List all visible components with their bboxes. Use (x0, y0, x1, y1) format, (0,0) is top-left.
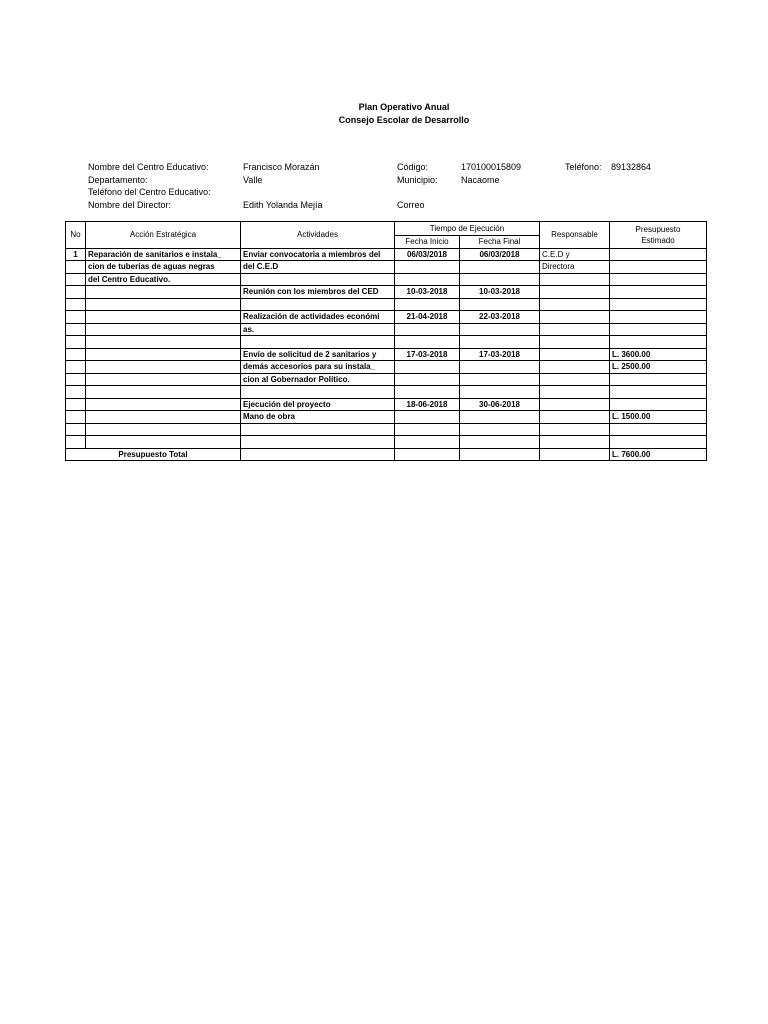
plan-table-body (66, 248, 707, 448)
cell-responsable: C.E.D y (540, 248, 610, 261)
header-presupuesto-line2: Estimado (641, 235, 675, 245)
cell-presupuesto (610, 336, 707, 349)
total-empty-cell (395, 448, 460, 461)
info-row-departamento (88, 174, 688, 187)
header-fecha-final: Fecha Final (460, 236, 540, 249)
cell-fecha-final: 10-03-2018 (460, 286, 540, 299)
plan-table (65, 221, 707, 461)
municipio-value: Nacaome (461, 174, 500, 185)
cell-accion (86, 398, 241, 411)
info-row-director (88, 199, 688, 212)
document-title: Plan Operativo Anual (358, 102, 450, 112)
cell-actividad: Envío de solicitud de 2 sanitarios y (241, 348, 395, 361)
cell-fecha-final: 06/03/2018 (460, 248, 540, 261)
table-row (66, 436, 707, 449)
cell-fecha-inicio: 17-03-2018 (395, 348, 460, 361)
cell-no (66, 423, 86, 436)
info-row-centro (88, 161, 688, 174)
header-accion: Acción Estratégica (86, 222, 241, 249)
cell-fecha-inicio (395, 336, 460, 349)
cell-actividad (241, 273, 395, 286)
cell-fecha-inicio (395, 273, 460, 286)
cell-fecha-inicio (395, 298, 460, 311)
codigo-label: Código: (397, 162, 429, 172)
cell-fecha-final (460, 298, 540, 311)
cell-accion (86, 311, 241, 324)
telefono-centro-label: Teléfono del Centro Educativo: (88, 187, 211, 197)
total-empty-cell (241, 448, 395, 461)
cell-fecha-inicio: 06/03/2018 (395, 248, 460, 261)
cell-fecha-final: 22-03-2018 (460, 311, 540, 324)
cell-accion (86, 411, 241, 424)
cell-actividad (241, 423, 395, 436)
cell-responsable (540, 298, 610, 311)
table-row (66, 248, 707, 261)
cell-responsable (540, 273, 610, 286)
cell-actividad (241, 386, 395, 399)
cell-presupuesto (610, 261, 707, 274)
municipio-label: Municipio: (397, 174, 438, 185)
telefono-value: 89132864 (611, 162, 652, 172)
codigo-value: 170100015809 (461, 162, 522, 172)
cell-responsable (540, 436, 610, 449)
cell-responsable (540, 361, 610, 374)
document-subtitle: Consejo Escolar de Desarrollo (338, 115, 470, 125)
director-value: Edith Yolanda Mejía (243, 199, 323, 210)
cell-no (66, 311, 86, 324)
table-row (66, 323, 707, 336)
centro-label: Nombre del Centro Educativo: (88, 162, 209, 172)
centro-value: Francisco Morazán (243, 162, 320, 172)
cell-responsable (540, 398, 610, 411)
table-row (66, 298, 707, 311)
cell-accion (86, 386, 241, 399)
cell-accion: del Centro Educativo. (86, 273, 241, 286)
cell-fecha-inicio (395, 411, 460, 424)
cell-accion (86, 298, 241, 311)
cell-presupuesto (610, 273, 707, 286)
cell-fecha-inicio (395, 323, 460, 336)
total-empty-cell (540, 448, 610, 461)
cell-responsable (540, 311, 610, 324)
cell-actividad: Reunión con los miembros del CED (241, 286, 395, 299)
cell-accion (86, 286, 241, 299)
table-row (66, 348, 707, 361)
departamento-value: Valle (243, 174, 263, 185)
cell-accion (86, 373, 241, 386)
table-row (66, 373, 707, 386)
document-header (0, 101, 768, 127)
table-row (66, 398, 707, 411)
cell-presupuesto (610, 286, 707, 299)
cell-responsable (540, 336, 610, 349)
header-presupuesto-line1: Presupuesto (635, 224, 681, 234)
header-presupuesto (610, 222, 707, 249)
cell-presupuesto: L. 2500.00 (610, 361, 707, 374)
cell-accion (86, 361, 241, 374)
total-value: L. 7600.00 (610, 448, 707, 461)
cell-fecha-inicio (395, 373, 460, 386)
header-actividades: Actividades (241, 222, 395, 249)
cell-fecha-inicio: 10-03-2018 (395, 286, 460, 299)
cell-presupuesto: L. 1500.00 (610, 411, 707, 424)
header-responsable: Responsable (540, 222, 610, 249)
total-empty-cell (460, 448, 540, 461)
cell-fecha-inicio: 21-04-2018 (395, 311, 460, 324)
cell-presupuesto (610, 298, 707, 311)
table-row (66, 336, 707, 349)
cell-responsable (540, 323, 610, 336)
cell-actividad: del C.E.D (241, 261, 395, 274)
cell-no (66, 336, 86, 349)
cell-accion (86, 323, 241, 336)
cell-accion: Reparación de sanitarios e instala_ (86, 248, 241, 261)
table-row (66, 423, 707, 436)
cell-presupuesto (610, 398, 707, 411)
cell-presupuesto (610, 311, 707, 324)
cell-presupuesto (610, 423, 707, 436)
cell-no (66, 398, 86, 411)
cell-fecha-final (460, 261, 540, 274)
cell-responsable (540, 423, 610, 436)
cell-fecha-inicio: 18-06-2018 (395, 398, 460, 411)
cell-accion (86, 436, 241, 449)
cell-no (66, 261, 86, 274)
cell-no (66, 273, 86, 286)
cell-presupuesto (610, 248, 707, 261)
cell-fecha-final (460, 373, 540, 386)
cell-accion (86, 336, 241, 349)
table-row (66, 386, 707, 399)
cell-accion (86, 348, 241, 361)
cell-responsable (540, 348, 610, 361)
cell-no (66, 348, 86, 361)
cell-fecha-final (460, 423, 540, 436)
cell-fecha-inicio (395, 436, 460, 449)
cell-presupuesto (610, 386, 707, 399)
director-label: Nombre del Director: (88, 199, 172, 210)
cell-fecha-inicio (395, 423, 460, 436)
cell-presupuesto: L. 3600.00 (610, 348, 707, 361)
cell-fecha-final: 17-03-2018 (460, 348, 540, 361)
telefono-label: Teléfono: (565, 162, 602, 172)
cell-actividad: cion al Gobernador Político. (241, 373, 395, 386)
header-no: No (66, 222, 86, 249)
cell-actividad: Realización de actividades económi (241, 311, 395, 324)
cell-no (66, 373, 86, 386)
cell-fecha-final (460, 436, 540, 449)
cell-fecha-final (460, 323, 540, 336)
table-row (66, 411, 707, 424)
cell-actividad (241, 436, 395, 449)
cell-responsable: Directora (540, 261, 610, 274)
cell-actividad: as. (241, 323, 395, 336)
cell-fecha-final: 30-06-2018 (460, 398, 540, 411)
info-block (88, 161, 688, 211)
departamento-label: Departamento: (88, 174, 148, 185)
cell-actividad: Mano de obra (241, 411, 395, 424)
cell-actividad: demás accesorios para su instala_ (241, 361, 395, 374)
cell-fecha-final (460, 411, 540, 424)
cell-no (66, 361, 86, 374)
cell-actividad (241, 298, 395, 311)
cell-responsable (540, 373, 610, 386)
cell-no: 1 (66, 248, 86, 261)
cell-accion (86, 423, 241, 436)
cell-accion: cion de tuberías de aguas negras (86, 261, 241, 274)
cell-fecha-final (460, 273, 540, 286)
cell-no (66, 411, 86, 424)
cell-presupuesto (610, 373, 707, 386)
cell-fecha-inicio (395, 386, 460, 399)
cell-fecha-final (460, 361, 540, 374)
header-tiempo: Tiempo de Ejecución (395, 222, 540, 236)
cell-presupuesto (610, 436, 707, 449)
cell-actividad (241, 336, 395, 349)
table-row (66, 273, 707, 286)
cell-no (66, 298, 86, 311)
total-row (66, 448, 707, 461)
cell-no (66, 436, 86, 449)
cell-actividad: Ejecución del proyecto (241, 398, 395, 411)
cell-fecha-final (460, 336, 540, 349)
cell-fecha-final (460, 386, 540, 399)
cell-presupuesto (610, 323, 707, 336)
cell-responsable (540, 411, 610, 424)
correo-label: Correo (397, 199, 425, 210)
header-fecha-inicio: Fecha Inicio (395, 236, 460, 249)
info-row-telefono-centro (88, 186, 688, 199)
cell-no (66, 323, 86, 336)
cell-no (66, 286, 86, 299)
cell-fecha-inicio (395, 261, 460, 274)
cell-fecha-inicio (395, 361, 460, 374)
cell-actividad: Enviar convocatoria a miembros del (241, 248, 395, 261)
total-label: Presupuesto Total (66, 448, 241, 461)
table-row (66, 286, 707, 299)
table-row (66, 311, 707, 324)
table-row (66, 361, 707, 374)
table-row (66, 261, 707, 274)
cell-responsable (540, 286, 610, 299)
cell-no (66, 386, 86, 399)
cell-responsable (540, 386, 610, 399)
